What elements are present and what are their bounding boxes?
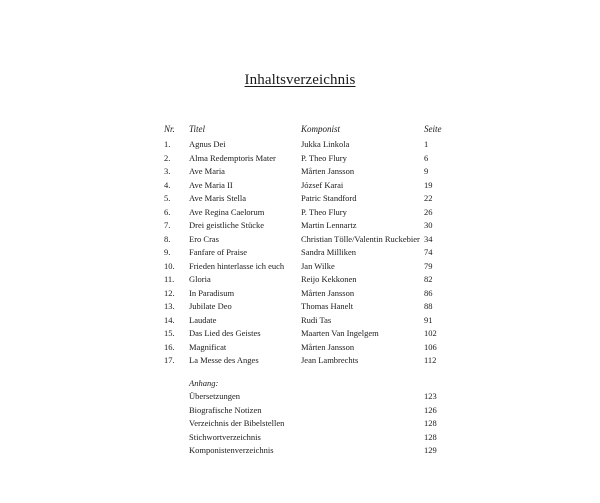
entry-number: 1.: [164, 139, 171, 149]
entry-page: 74: [424, 247, 433, 257]
entry-composer: Thomas Hanelt: [301, 301, 354, 311]
toc-entry[interactable]: [0, 165, 600, 179]
entry-title: Ave Maria II: [189, 179, 233, 190]
entry-number: 15.: [164, 328, 175, 338]
entry-composer: Martin Lennartz: [301, 220, 357, 230]
entry-page: 19: [424, 179, 433, 190]
entry-composer: Rudi Tas: [301, 314, 332, 325]
appendix-entry-page: 126: [424, 404, 437, 415]
entry-number: 3.: [164, 166, 171, 176]
entry-title: Fanfare of Praise: [189, 247, 248, 257]
entry-title: Agnus Dei: [189, 139, 226, 149]
appendix-entry-title: Stichwortverzeichnis: [189, 431, 261, 442]
entry-page: 22: [424, 193, 433, 203]
header-title: Titel: [189, 124, 206, 134]
appendix-entry-page: 123: [424, 391, 437, 401]
entry-number: 9.: [164, 247, 171, 257]
entry-number: 17.: [164, 355, 175, 365]
entry-page: 91: [424, 314, 433, 325]
toc-entry[interactable]: [0, 341, 600, 355]
toc-entry[interactable]: [0, 260, 600, 274]
entry-title: In Paradisum: [189, 287, 235, 298]
entry-number: 7.: [164, 220, 171, 230]
entry-title: Gloria: [189, 274, 211, 284]
entry-page: 106: [424, 341, 437, 352]
toc-entry[interactable]: [0, 219, 600, 233]
entry-composer: Jukka Linkola: [301, 139, 350, 149]
entry-page: 86: [424, 287, 433, 298]
toc-entry[interactable]: [0, 287, 600, 301]
entry-title: Jubilate Deo: [189, 301, 232, 311]
toc-entry[interactable]: [0, 314, 600, 328]
entry-page: 79: [424, 260, 433, 271]
appendix-entries: [0, 390, 600, 458]
entry-number: 2.: [164, 152, 171, 163]
appendix-entry-page: 129: [424, 445, 437, 456]
entry-title: Drei geistliche Stücke: [189, 220, 265, 230]
entry-title: Frieden hinterlasse ich euch: [189, 260, 285, 271]
entry-page: 26: [424, 206, 433, 217]
toc-entry[interactable]: [0, 138, 600, 152]
entry-number: 12.: [164, 287, 175, 298]
entry-page: 82: [424, 274, 433, 284]
entry-title: Das Lied des Geistes: [189, 328, 261, 338]
entry-title: Magnificat: [189, 341, 227, 352]
entry-title: Laudate: [189, 314, 217, 325]
entry-number: 8.: [164, 233, 171, 244]
entry-title: La Messe des Anges: [189, 355, 259, 365]
toc-entry[interactable]: [0, 354, 600, 368]
entry-title: Ero Cras: [189, 233, 219, 244]
toc-entry[interactable]: [0, 327, 600, 341]
toc-entry[interactable]: [0, 179, 600, 193]
entry-title: Alma Redemptoris Mater: [189, 152, 276, 163]
header-page: Seite: [424, 124, 442, 134]
appendix-entry[interactable]: [0, 404, 600, 418]
entry-title: Ave Regina Caelorum: [189, 206, 265, 217]
entry-number: 5.: [164, 193, 171, 203]
appendix-entry[interactable]: [0, 444, 600, 458]
appendix-entry[interactable]: [0, 431, 600, 445]
appendix-entry[interactable]: [0, 417, 600, 431]
entry-title: Ave Maria: [189, 166, 225, 176]
appendix-entry-page: 128: [424, 418, 437, 429]
entry-number: 6.: [164, 206, 171, 217]
toc-entry[interactable]: [0, 233, 600, 247]
page-title: Inhaltsverzeichnis: [244, 72, 356, 88]
entry-number: 10.: [164, 260, 175, 271]
appendix-section: [0, 376, 600, 458]
appendix-heading: [0, 376, 600, 390]
entry-composer: Mårten Jansson: [301, 166, 355, 176]
entry-number: 13.: [164, 301, 175, 311]
entry-composer: Jean Lambrechts: [301, 355, 359, 365]
entry-composer: Jan Wilke: [301, 260, 335, 271]
entry-composer: Reijo Kekkonen: [301, 274, 357, 284]
appendix-entry-title: Komponistenverzeichnis: [189, 445, 274, 456]
appendix-entry-title: Übersetzungen: [189, 391, 240, 401]
appendix-heading-label: Anhang:: [189, 378, 219, 388]
toc-entry[interactable]: [0, 192, 600, 206]
entry-page: 9: [424, 166, 429, 176]
appendix-entry[interactable]: [0, 390, 600, 404]
entry-composer: Mårten Jansson: [301, 341, 355, 352]
entry-composer: Mårten Jansson: [301, 287, 355, 298]
entry-composer: Sandra Milliken: [301, 247, 357, 257]
entry-page: 88: [424, 301, 433, 311]
header-nr: Nr.: [164, 124, 175, 134]
header-composer: Komponist: [301, 124, 341, 134]
entry-number: 16.: [164, 341, 175, 352]
toc-entry[interactable]: [0, 206, 600, 220]
toc-entries: [0, 138, 600, 368]
entry-page: 34: [424, 233, 433, 244]
toc-header-row: [0, 122, 600, 138]
toc-entry[interactable]: [0, 246, 600, 260]
entry-composer: P. Theo Flury: [301, 152, 347, 163]
appendix-entry-title: Verzeichnis der Bibelstellen: [189, 418, 285, 429]
entry-composer: Maarten Van Ingelgem: [301, 328, 379, 338]
entry-page: 112: [424, 355, 437, 365]
toc-entry[interactable]: [0, 300, 600, 314]
toc-entry[interactable]: [0, 152, 600, 166]
entry-title: Ave Maris Stella: [189, 193, 246, 203]
entry-page: 6: [424, 152, 429, 163]
entry-number: 4.: [164, 179, 171, 190]
entry-number: 11.: [164, 274, 175, 284]
entry-composer: József Karai: [301, 179, 344, 190]
entry-composer: Patric Standford: [301, 193, 357, 203]
table-of-contents: [0, 122, 600, 368]
entry-composer: Christian Tölle/Valentin Ruckebier: [301, 233, 420, 244]
entry-page: 102: [424, 328, 437, 338]
entry-page: 1: [424, 139, 429, 149]
appendix-entry-title: Biografische Notizen: [189, 404, 262, 415]
appendix-entry-page: 128: [424, 431, 437, 442]
entry-page: 30: [424, 220, 433, 230]
entry-number: 14.: [164, 314, 175, 325]
entry-composer: P. Theo Flury: [301, 206, 347, 217]
toc-entry[interactable]: [0, 273, 600, 287]
